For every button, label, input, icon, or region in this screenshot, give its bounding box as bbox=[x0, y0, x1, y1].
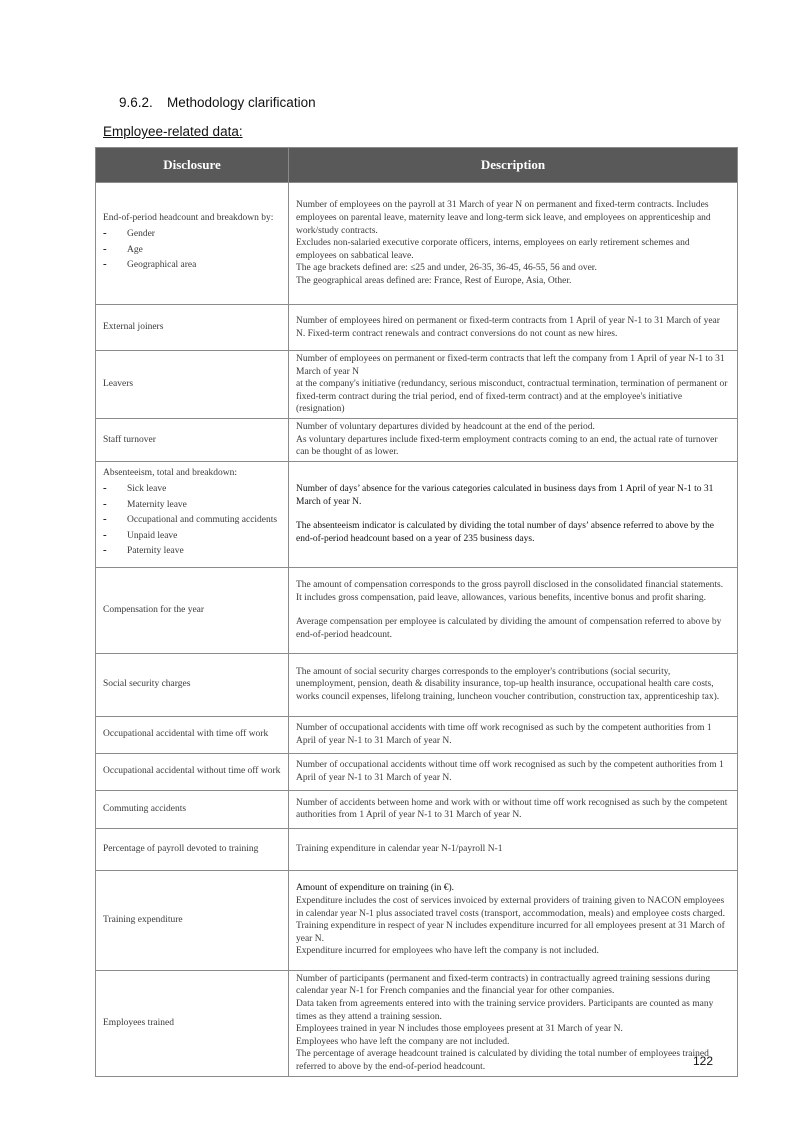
disclosure-cell: Training expenditure bbox=[96, 870, 289, 970]
description-cell bbox=[289, 567, 738, 653]
description-text: Employees who have left the company are not included. bbox=[296, 1036, 510, 1047]
description-text: Number of accidents between home and work with or without time off work recognised as such by the competent authorities from 1 April of year N-1 to 31 March of year N. bbox=[296, 797, 728, 821]
page-number: 122 bbox=[693, 1054, 714, 1068]
description-text: The geographical areas defined are: France, Rest of Europe, Asia, Other. bbox=[296, 275, 572, 286]
description-text: The age brackets defined are: ≤25 and under, 26-35, 36-45, 46-55, 56 and over. bbox=[296, 263, 597, 274]
description-cell bbox=[289, 970, 738, 1076]
description-text: As voluntary departures include fixed-term employment contracts coming to an end, the actual rate of turnover can be thought of as lower. bbox=[296, 434, 718, 458]
description-cell bbox=[289, 461, 738, 567]
table-row bbox=[96, 828, 738, 870]
list-item: - Unpaid leave bbox=[103, 530, 281, 543]
description-text: Number of employees on the payroll at 31 March of year N on permanent and fixed-term contracts. Includes employees on parental leave, maternity leave and long-term sick leave, and employees on apprenticeship and work/study contracts. bbox=[296, 200, 711, 236]
table-row bbox=[96, 461, 738, 567]
description-cell bbox=[289, 828, 738, 870]
table-row bbox=[96, 970, 738, 1076]
list-item: - Geographical area bbox=[103, 259, 281, 272]
disclosure-label: End-of-period headcount and breakdown by: bbox=[103, 213, 274, 224]
description-text: Number of participants (permanent and fixed-term contracts) in contractually agreed training sessions during calendar year N-1 for French companies and the financial year for other companies. bbox=[296, 973, 711, 997]
section-heading bbox=[119, 95, 316, 110]
description-text: Number of employees hired on permanent or fixed-term contracts from 1 April of year N-1 to 31 March of year N. Fixed-term contract renewals and contract conversions do not count as new hires. bbox=[296, 315, 720, 339]
description-text: Average compensation per employee is calculated by dividing the amount of compensation referred to above by end-of-period headcount. bbox=[296, 617, 722, 640]
table-row bbox=[96, 418, 738, 461]
description-text: The percentage of average headcount trained is calculated by dividing the total number of employees trained referred to above by the end-of-period headcount. bbox=[296, 1049, 709, 1072]
disclosure-cell: Compensation for the year bbox=[96, 567, 289, 653]
table-row bbox=[96, 305, 738, 351]
description-text: The amount of compensation corresponds to the gross payroll disclosed in the consolidated financial statements. bbox=[296, 580, 724, 591]
methodology-table bbox=[95, 147, 738, 1077]
disclosure-label: Absenteeism, total and breakdown: bbox=[103, 468, 238, 479]
description-text: Amount of expenditure on training (in €). bbox=[296, 883, 455, 894]
disclosure-cell bbox=[96, 461, 289, 567]
table-row bbox=[96, 716, 738, 753]
description-text: Employees trained in year N includes those employees present at 31 March of year N. bbox=[296, 1024, 623, 1035]
disclosure-cell: Percentage of payroll devoted to training bbox=[96, 828, 289, 870]
description-text: Training expenditure in calendar year N-1/payroll N-1 bbox=[296, 843, 503, 854]
description-cell bbox=[289, 305, 738, 351]
section-number: 9.6.2. bbox=[119, 95, 153, 110]
subheading: Employee-related data: bbox=[103, 124, 243, 139]
header-description: Description bbox=[289, 148, 738, 183]
list-item: - Sick leave bbox=[103, 483, 281, 496]
description-cell bbox=[289, 790, 738, 828]
table-row bbox=[96, 567, 738, 653]
breakdown-list bbox=[103, 228, 281, 272]
description-cell bbox=[289, 183, 738, 305]
description-text: It includes gross compensation, paid leave, allowances, various benefits, incentive bonus and profit sharing. bbox=[296, 592, 706, 603]
disclosure-cell: Occupational accidental without time off work bbox=[96, 753, 289, 790]
disclosure-cell: Social security charges bbox=[96, 653, 289, 716]
description-cell bbox=[289, 870, 738, 970]
table-row bbox=[96, 653, 738, 716]
table-row bbox=[96, 183, 738, 305]
list-item: - Gender bbox=[103, 228, 281, 241]
description-text: Expenditure includes the cost of services invoiced by external providers of training given to NACON employees in calendar year N-1 plus associated travel costs (transport, accommodation, meals) and employee costs charged. bbox=[296, 896, 726, 919]
table-row bbox=[96, 790, 738, 828]
description-text: Number of occupational accidents with time off work recognised as such by the competent authorities from 1 April of year N-1 to 31 March of year N. bbox=[296, 723, 712, 746]
description-text: The absenteeism indicator is calculated by dividing the total number of days’ absence referred to above by the end-of-period headcount based on a year of 235 business days. bbox=[296, 521, 714, 544]
description-cell bbox=[289, 351, 738, 419]
list-item: - Occupational and commuting accidents bbox=[103, 514, 281, 527]
description-cell bbox=[289, 653, 738, 716]
description-text: Data taken from agreements entered into with the training service providers. Participants are counted as many times as they attend a training session. bbox=[296, 998, 714, 1022]
table-row bbox=[96, 753, 738, 790]
header-disclosure: Disclosure bbox=[96, 148, 289, 183]
disclosure-cell: External joiners bbox=[96, 305, 289, 351]
section-title: Methodology clarification bbox=[167, 95, 316, 110]
description-cell bbox=[289, 716, 738, 753]
description-text: at the company's initiative (redundancy, serious misconduct, contractual termination, termination of permanent or fixed-term contract during the trial period, end of fixed-term contract) and at the employee's initiative (resignation) bbox=[296, 379, 728, 415]
table-row bbox=[96, 351, 738, 419]
description-cell bbox=[289, 418, 738, 461]
disclosure-cell: Commuting accidents bbox=[96, 790, 289, 828]
list-item: - Age bbox=[103, 244, 281, 257]
description-text: The amount of social security charges corresponds to the employer's contributions (social security, unemployment, pension, death & disability insurance, top-up health insurance, occupational health care costs, works council expenses, lifelong training, luncheon voucher contribution, construction tax, apprenticeship tax). bbox=[296, 666, 720, 703]
description-text: Expenditure incurred for employees who have left the company is not included. bbox=[296, 946, 599, 957]
description-text: Training expenditure in respect of year N includes expenditure incurred for all employees present at 31 March of year N. bbox=[296, 921, 725, 944]
list-item: - Paternity leave bbox=[103, 545, 281, 558]
breakdown-list bbox=[103, 483, 281, 558]
description-text: Number of occupational accidents without time off work recognised as such by the competent authorities from 1 April of year N-1 to 31 March of year N. bbox=[296, 760, 724, 783]
disclosure-cell bbox=[96, 183, 289, 305]
table-header-row bbox=[96, 148, 738, 183]
description-cell bbox=[289, 753, 738, 790]
disclosure-cell: Occupational accidental with time off work bbox=[96, 716, 289, 753]
description-text: Excludes non-salaried executive corporate officers, interns, employees on early retirement schemes and employees on sabbatical leave. bbox=[296, 238, 690, 261]
disclosure-cell: Staff turnover bbox=[96, 418, 289, 461]
description-text: Number of employees on permanent or fixed-term contracts that left the company from 1 April of year N-1 to 31 March of year N bbox=[296, 354, 725, 377]
list-item: - Maternity leave bbox=[103, 499, 281, 512]
description-text: Number of voluntary departures divided by headcount at the end of the period. bbox=[296, 421, 595, 432]
disclosure-cell: Employees trained bbox=[96, 970, 289, 1076]
table-row bbox=[96, 870, 738, 970]
disclosure-cell: Leavers bbox=[96, 351, 289, 419]
description-text: Number of days’ absence for the various categories calculated in business days from 1 April of year N-1 to 31 March of year N. bbox=[296, 484, 714, 507]
